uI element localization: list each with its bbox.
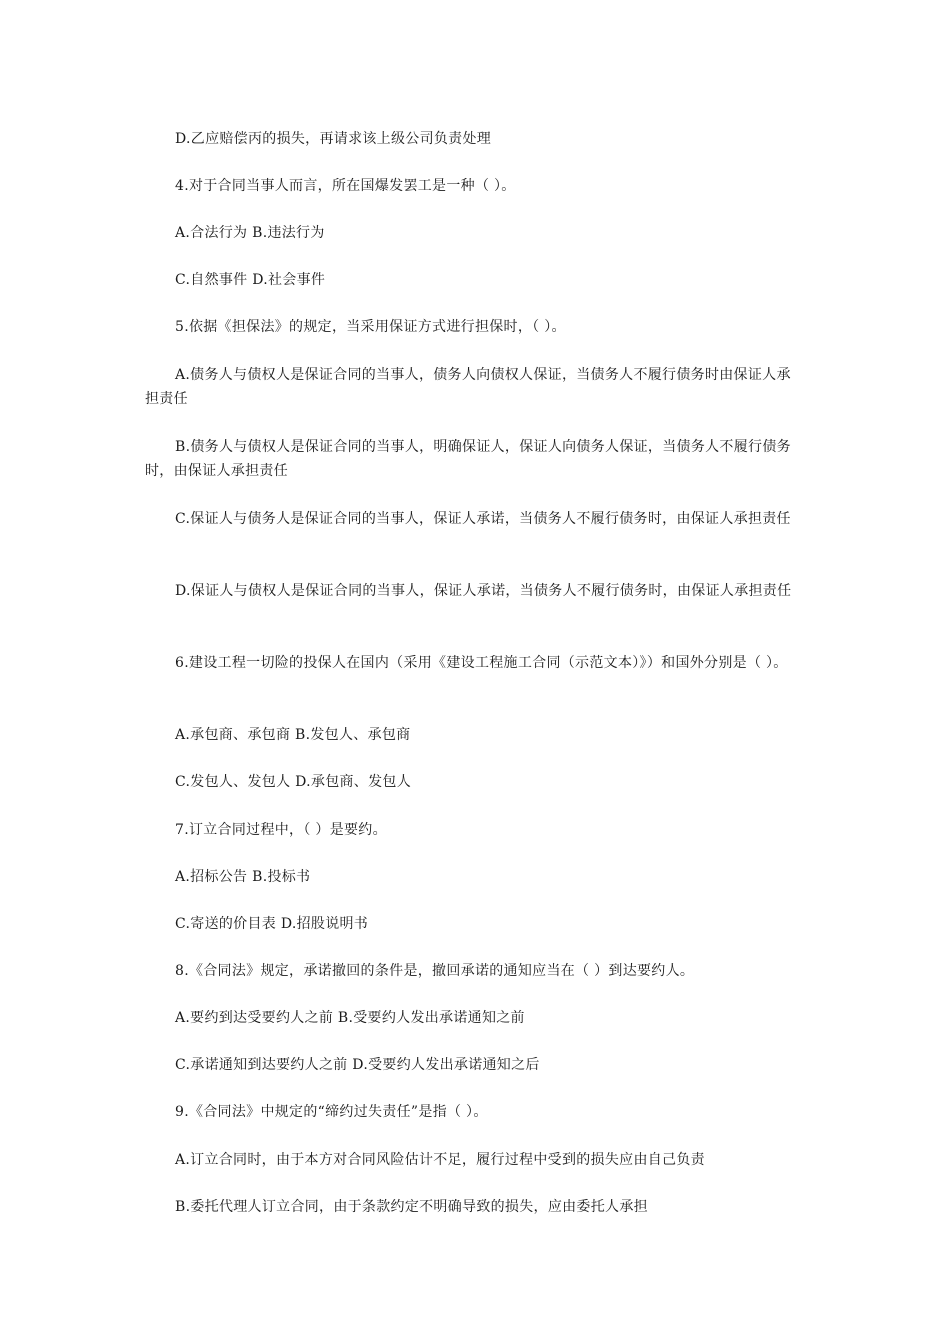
option-a-q5: A.债务人与债权人是保证合同的当事人，债务人向债权人保证，当债务人不履行债务时由保证人承担责任	[145, 367, 791, 407]
options-ab-q8: A.要约到达受要约人之前 B.受要约人发出承诺通知之前	[175, 1010, 525, 1026]
question-8: 8.《合同法》规定，承诺撤回的条件是，撤回承诺的通知应当在（ ）到达要约人。	[175, 963, 695, 979]
option-d-q3: D.乙应赔偿丙的损失，再请求该上级公司负责处理	[175, 131, 492, 147]
question-4: 4.对于合同当事人而言，所在国爆发罢工是一种（ ）。	[175, 178, 516, 194]
question-9: 9.《合同法》中规定的“缔约过失责任”是指（ ）。	[175, 1104, 488, 1120]
question-7: 7.订立合同过程中，（ ）是要约。	[175, 822, 387, 838]
option-d-q5: D.保证人与债权人是保证合同的当事人，保证人承诺，当债务人不履行债务时，由保证人承担责任	[175, 583, 792, 599]
option-b-q5: B.债务人与债权人是保证合同的当事人，明确保证人，保证人向债务人保证，当债务人不履行债务时，由保证人承担责任	[145, 439, 791, 479]
options-ab-q7: A.招标公告 B.投标书	[175, 869, 311, 885]
options-ab-q6: A.承包商、承包商 B.发包人、承包商	[175, 727, 411, 743]
options-cd-q7: C.寄送的价目表 D.招股说明书	[175, 916, 369, 932]
options-cd-q4: C.自然事件 D.社会事件	[175, 272, 326, 288]
question-5: 5.依据《担保法》的规定，当采用保证方式进行担保时，（ ）。	[175, 319, 566, 335]
option-c-q5: C.保证人与债务人是保证合同的当事人，保证人承诺，当债务人不履行债务时，由保证人承担责任	[175, 511, 791, 527]
question-6: 6.建设工程一切险的投保人在国内（采用《建设工程施工合同（示范文本）》）和国外分别是（ ）。	[175, 655, 788, 671]
option-a-q9: A.订立合同时，由于本方对合同风险估计不足，履行过程中受到的损失应由自己负责	[175, 1152, 705, 1168]
option-b-q9: B.委托代理人订立合同，由于条款约定不明确导致的损失，应由委托人承担	[175, 1199, 648, 1215]
options-ab-q4: A.合法行为 B.违法行为	[175, 225, 325, 241]
options-cd-q6: C.发包人、发包人 D.承包商、发包人	[175, 774, 411, 790]
options-cd-q8: C.承诺通知到达要约人之前 D.受要约人发出承诺通知之后	[175, 1057, 540, 1073]
